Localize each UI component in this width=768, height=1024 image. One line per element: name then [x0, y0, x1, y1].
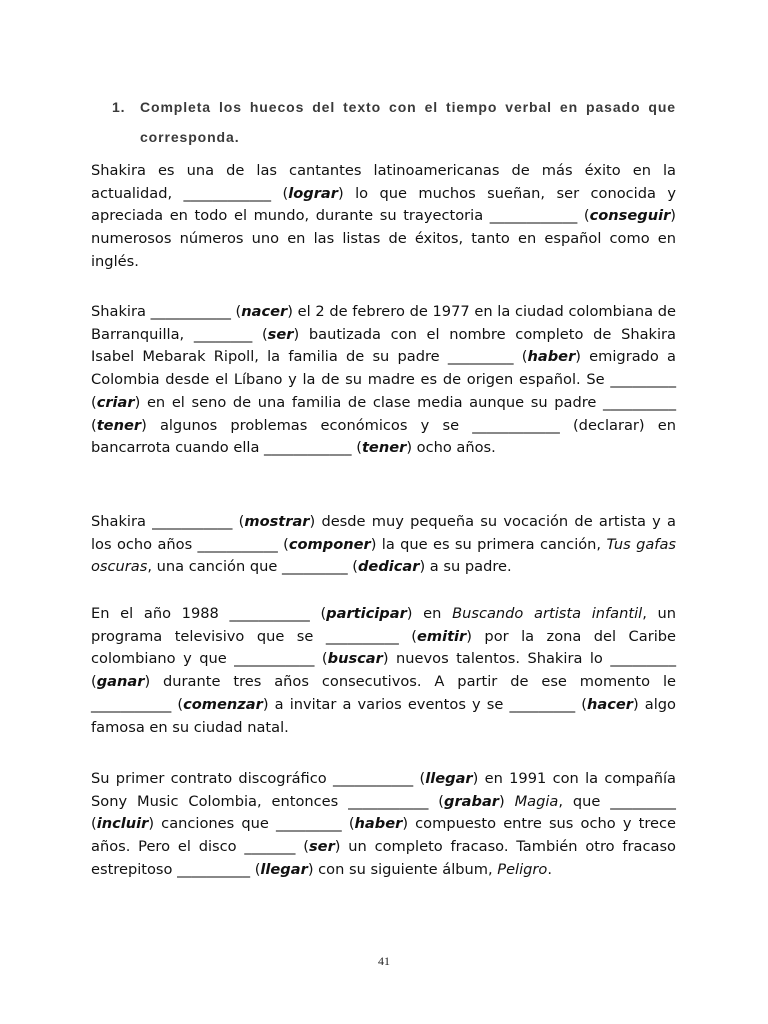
verb-hint: buscar [327, 650, 383, 668]
paragraph-5 [91, 768, 676, 882]
paragraph-text: Shakira ___________ ( [91, 513, 245, 530]
paragraph-text: , una canción que _________ ( [147, 558, 358, 576]
paragraph-text: ) en [406, 605, 453, 622]
verb-hint: nacer [241, 303, 288, 320]
paragraph-text: Shakira ___________ ( [91, 303, 242, 320]
verb-hint: tener [96, 416, 142, 434]
paragraph-text: ) lo que muchos sueñan, ser conocida y apreciada en todo el mundo, durante su trayectoria ____________ ( [91, 184, 676, 225]
verb-hint: haber [354, 815, 403, 833]
verb-hint: emitir [416, 627, 467, 645]
paragraph-text: , un programa televisivo que se __________ ( [91, 605, 677, 645]
verb-hint: componer [288, 535, 371, 553]
paragraph-text: ) un completo fracaso. También otro fracaso estrepitoso __________ ( [91, 838, 676, 878]
paragraph-4 [91, 603, 676, 739]
paragraph-text: ) a invitar a varios eventos y se _________ ( [262, 695, 587, 713]
verb-hint: comenzar [183, 695, 263, 713]
paragraph-1 [91, 160, 676, 274]
verb-hint: ser [267, 325, 294, 343]
title-italic: Buscando artista infantil [452, 605, 643, 622]
paragraph-text: ) en 1991 con la compañía Sony Music Colombia, entonces ___________ ( [91, 770, 676, 810]
verb-hint: haber [527, 348, 576, 366]
exercise-instruction [112, 92, 676, 152]
paragraph-text: , que _________ ( [91, 792, 676, 833]
paragraph-text: ) [498, 792, 515, 810]
verb-hint: conseguir [589, 207, 671, 225]
paragraph-text: ) en el seno de una familia de clase media aunque su padre __________ ( [91, 393, 676, 434]
paragraph-2 [91, 301, 676, 460]
verb-hint: participar [326, 605, 407, 622]
paragraph-text: ) por la zona del Caribe colombiano y que ___________ ( [91, 627, 676, 668]
page-number: 41 [378, 954, 390, 968]
paragraph-text: ) numerosos números uno en las listas de éxitos, tanto en español como en inglés. [91, 207, 676, 270]
verb-hint: llegar [425, 770, 473, 787]
paragraph-text: Shakira es una de las cantantes latinoamericanas de más éxito en la actualidad, ____________ ( [91, 162, 676, 202]
paragraph-text: ) el 2 de febrero de 1977 en la ciudad colombiana de Barranquilla, ________ ( [91, 303, 676, 343]
paragraph-text: En el año 1988 ___________ ( [91, 605, 327, 622]
paragraph-text: ) algunos problemas económicos y se ____________ (declarar) en bancarrota cuando ella ____________ ( [91, 416, 676, 457]
paragraph-text: ) bautizada con el nombre completo de Shakira Isabel Mebarak Ripoll, la familia de su padre _________ ( [91, 325, 676, 366]
paragraph-text: ) desde muy pequeña su vocación de artista y a los ocho años ___________ ( [91, 513, 676, 553]
verb-hint: dedicar [357, 558, 420, 576]
paragraph-text: ) ocho años. [406, 439, 496, 457]
title-italic: Tus gafas oscuras [91, 535, 676, 576]
paragraph-text: Su primer contrato discográfico ___________ ( [91, 770, 426, 787]
paragraph-text: . [547, 860, 553, 878]
title-italic: Peligro [497, 860, 548, 878]
paragraph-text: ) canciones que _________ ( [148, 815, 355, 833]
exercise-number: 1. [112, 99, 126, 115]
paragraph-text: ) emigrado a Colombia desde el Líbano y la de su madre es de origen español. Se _________ ( [91, 348, 677, 411]
verb-hint: criar [96, 393, 135, 411]
paragraph-text: ) compuesto entre sus ocho y trece años. Pero el disco _______ ( [91, 815, 676, 856]
verb-hint: mostrar [244, 513, 310, 530]
paragraph-text: ) a su padre. [419, 558, 512, 576]
verb-hint: ser [308, 838, 335, 856]
paragraph-text: ) algo famosa en su ciudad natal. [91, 695, 676, 736]
title-italic: Magia [514, 792, 559, 810]
verb-hint: ganar [96, 673, 145, 691]
verb-hint: grabar [444, 792, 499, 810]
verb-hint: hacer [587, 695, 633, 713]
exercise-instruction-text: Completa los huecos del texto con el tiempo verbal en pasado que corresponda. [140, 99, 676, 145]
verb-hint: tener [361, 439, 407, 457]
paragraph-text: ) durante tres años consecutivos. A partir de ese momento le ___________ ( [91, 673, 676, 713]
paragraph-text: ) con su siguiente álbum, [307, 860, 498, 878]
paragraph-3 [91, 511, 676, 579]
paragraph-text: ) la que es su primera canción, [370, 535, 607, 553]
verb-hint: incluir [96, 815, 149, 833]
verb-hint: lograr [288, 184, 338, 202]
paragraph-text: ) nuevos talentos. Shakira lo _________ ( [91, 650, 677, 691]
verb-hint: llegar [260, 860, 308, 878]
